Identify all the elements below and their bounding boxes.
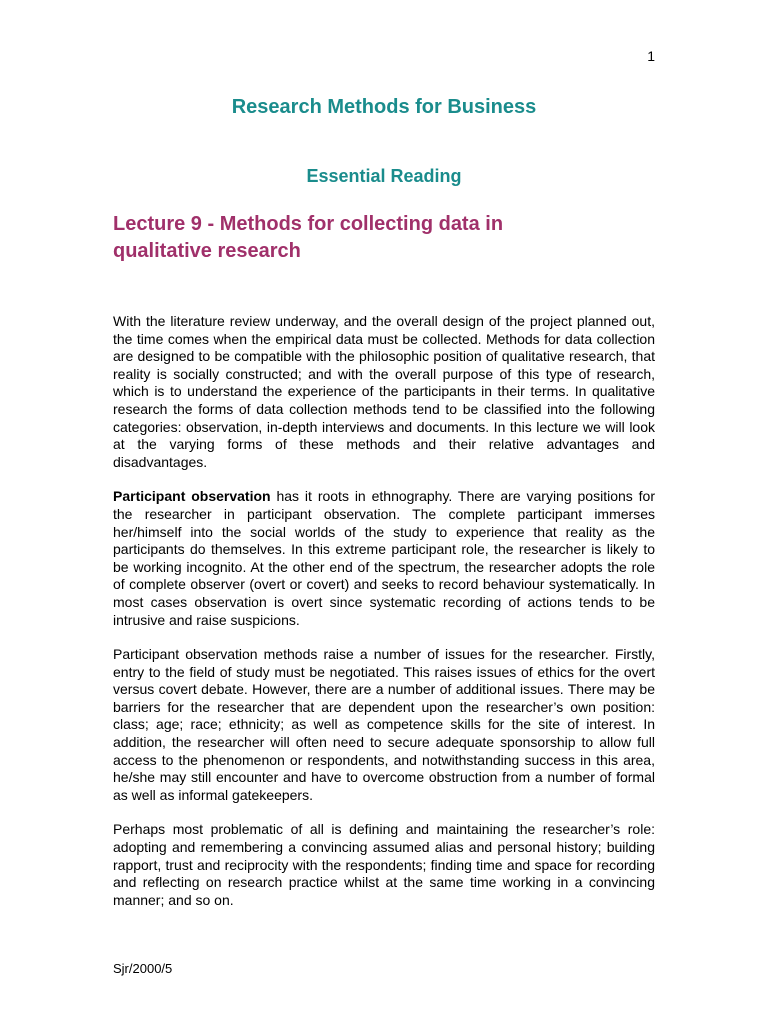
paragraph-issues: Participant observation methods raise a number of issues for the researcher. Firstly, entry to the field of study must be negotiated. This raises issues of ethics for the overt versus covert debate. However, there are a number of additional issues. There may be barriers for the researcher that are dependent upon the researcher’s own position: class; age; race; ethnicity; as well as competence skills for the site of interest. In addition, the researcher will often need to secure adequate sponsorship to allow full access to the phenomenon or respondents, and notwithstanding success in this area, he/she may still encounter and have to overcome obstruction from a number of formal as well as informal gatekeepers. [113, 646, 655, 803]
term-participant-observation: Participant observation [113, 488, 271, 505]
paragraph-participant-observation-text: has it roots in ethnography. There are varying positions for the researcher in participant observation. The complete participant immerses her/himself into the social worlds of the study to experience that reality as the participants do themselves. In this extreme participant role, the researcher is likely to be working incognito. At the other end of the spectrum, the researcher adopts the role of complete observer (overt or covert) and seeks to record behaviour systematically. In most cases observation is overt since systematic recording of actions tends to be intrusive and raise suspicions. [113, 488, 655, 628]
section-subtitle: Essential Reading [306, 166, 462, 186]
lecture-title: Lecture 9 - Methods for collecting data in qualitative research [113, 213, 504, 262]
paragraph-participant-observation [113, 488, 655, 629]
page-number: 1 [647, 48, 655, 64]
paragraph-researcher-role: Perhaps most problematic of all is defining and maintaining the researcher’s role: adopting and remembering a convincing assumed alias and personal history; building rapport, trust and reciprocity with the respondents; finding time and space for recording and reflecting on research practice whilst at the same time working in a convincing manner; and so on. [113, 821, 655, 908]
paragraph-intro: With the literature review underway, and the overall design of the project planned out, the time comes when the empirical data must be collected. Methods for data collection are designed to be compatible with the philosophic position of qualitative research, that reality is socially constructed; and with the overall purpose of this type of research, which is to understand the experience of the participants in their terms. In qualitative research the forms of data collection methods tend to be classified into the following categories: observation, in-depth interviews and documents. In this lecture we will look at the varying forms of these methods and their relative advantages and disadvantages. [113, 313, 655, 470]
course-title: Research Methods for Business [231, 96, 537, 118]
body-text [113, 313, 655, 926]
footer-reference: Sjr/2000/5 [113, 961, 173, 976]
